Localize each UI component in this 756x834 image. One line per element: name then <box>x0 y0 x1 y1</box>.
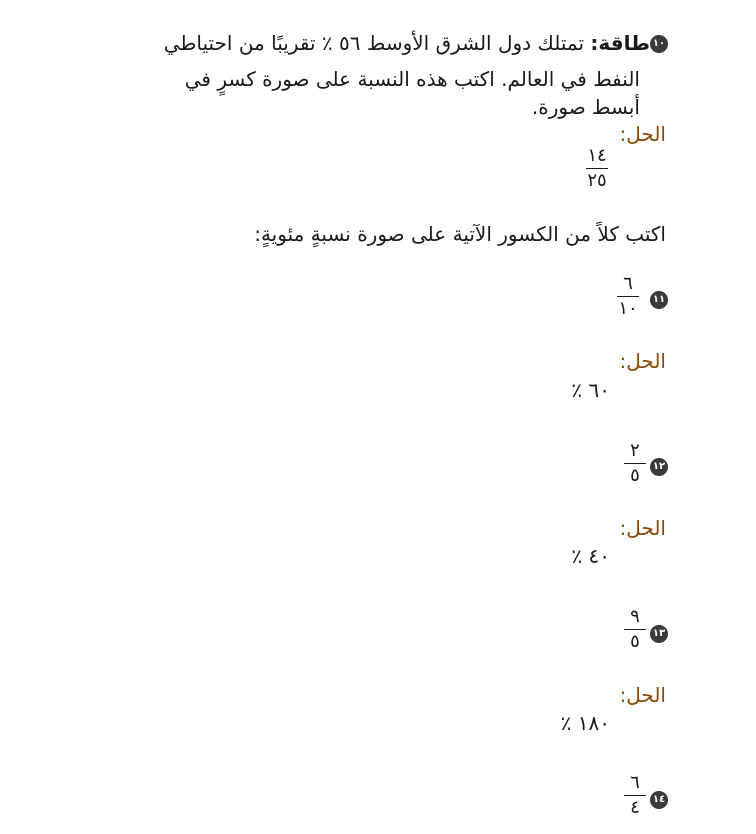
problem-number-badge: ١٤ <box>650 791 668 809</box>
fraction-denominator: ٥ <box>630 631 640 652</box>
problem-number-badge: ١١ <box>650 291 668 309</box>
fraction-numerator: ٢ <box>630 440 640 461</box>
answer-fraction <box>586 146 608 191</box>
fraction-bar <box>586 168 608 169</box>
problem-fraction <box>624 607 646 652</box>
fraction-denominator: ١٠ <box>618 298 638 319</box>
solution-label: الحل: <box>619 516 666 540</box>
fraction-bar <box>617 296 639 297</box>
fraction-numerator: ٦ <box>623 273 633 294</box>
answer-text: ٦٠ ٪ <box>571 378 610 402</box>
fraction-denominator: ٤ <box>630 797 640 818</box>
problem-fraction <box>624 441 646 486</box>
problem-number-badge: ١٣ <box>650 625 668 643</box>
problem-number-badge: ١٠ <box>650 35 668 53</box>
problem-10-line-3: أبسط صورة. <box>531 95 640 119</box>
solution-label: الحل: <box>619 349 666 373</box>
instruction-text: اكتب كلاً من الكسور الآتية على صورة نسبةٍ مئويةٍ: <box>254 222 666 246</box>
fraction-denominator: ٥ <box>630 465 640 486</box>
solution-label: الحل: <box>619 683 666 707</box>
problem-10-line-2: النفط في العالم. اكتب هذه النسبة على صورة كسرٍ في <box>184 67 640 91</box>
fraction-numerator: ١٤ <box>587 145 607 166</box>
fraction-numerator: ٦ <box>630 772 640 793</box>
solution-label: الحل: <box>619 122 666 146</box>
fraction-denominator: ٢٥ <box>587 170 607 191</box>
fraction-bar <box>624 795 646 796</box>
problem-10-line-1 <box>164 28 650 58</box>
fraction-numerator: ٩ <box>630 606 640 627</box>
fraction-bar <box>624 463 646 464</box>
problem-fraction <box>617 274 639 319</box>
answer-text: ١٨٠ ٪ <box>560 711 610 735</box>
fraction-bar <box>624 629 646 630</box>
problem-text: تمتلك دول الشرق الأوسط ٥٦ ٪ تقريبًا من احتياطي <box>163 31 591 55</box>
problem-fraction <box>624 773 646 818</box>
problem-keyword: طاقة: <box>590 31 650 55</box>
answer-text: ٤٠ ٪ <box>571 544 610 568</box>
problem-number-badge: ١٢ <box>650 458 668 476</box>
